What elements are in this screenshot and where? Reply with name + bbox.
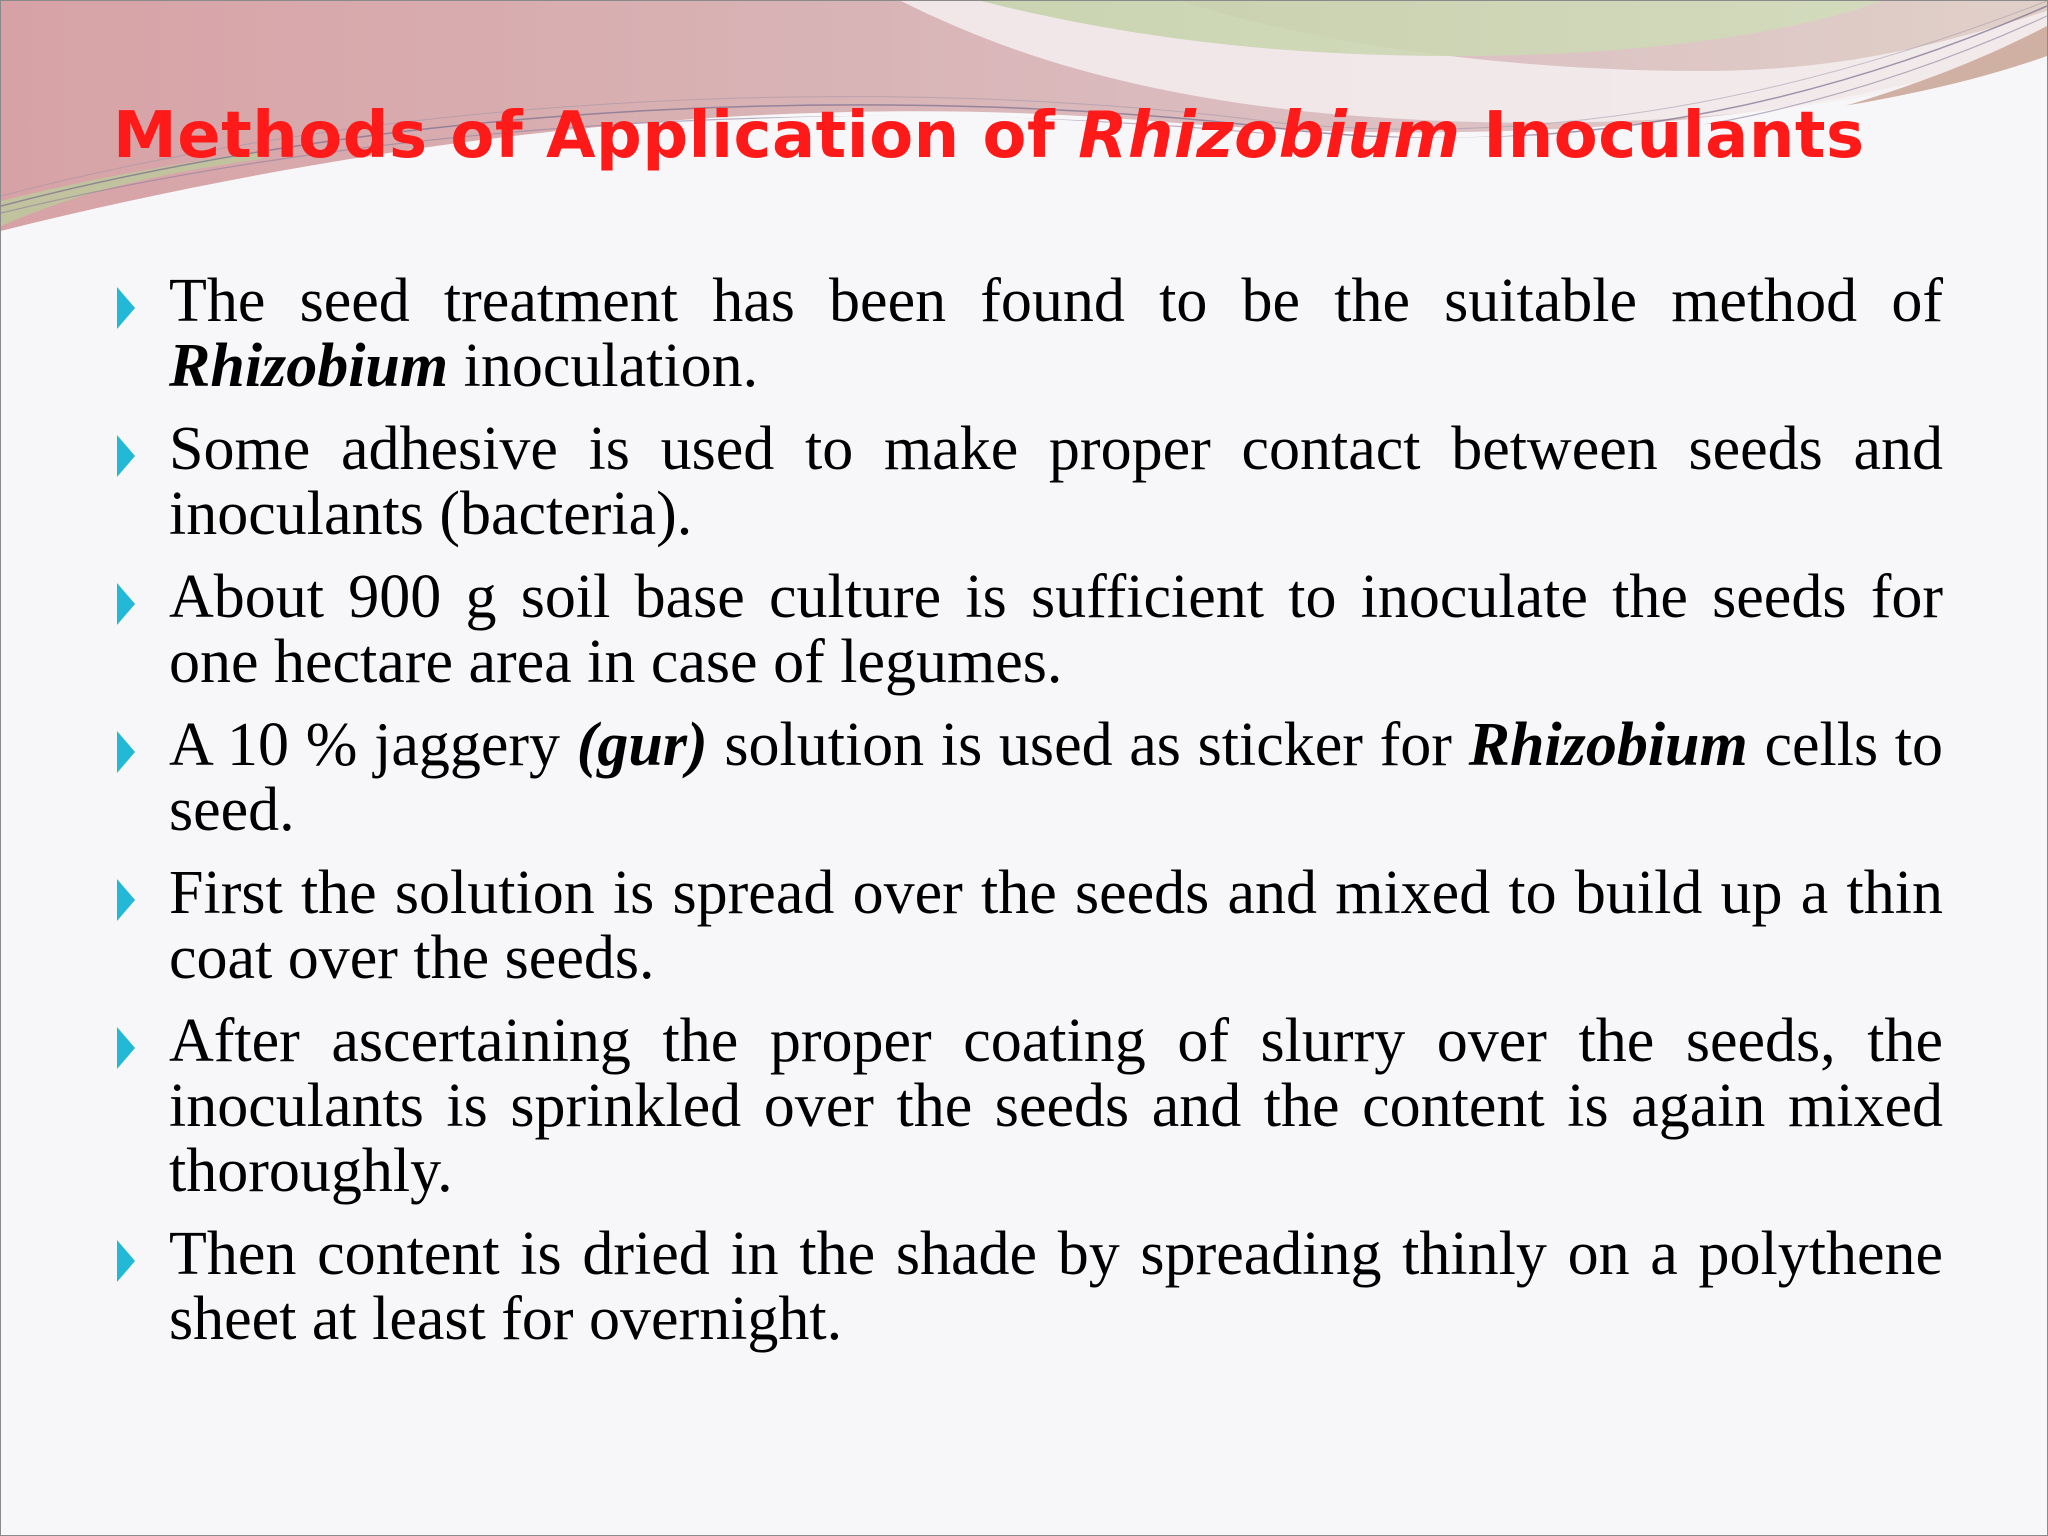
slide-title-emphasis: Rhizobium bbox=[1078, 99, 1461, 173]
bullet-text: inoculation. bbox=[448, 332, 759, 400]
triangle-right-icon bbox=[117, 1027, 135, 1069]
triangle-right-icon bbox=[117, 1240, 135, 1282]
bullet-text: The seed treatment has been found to be the suitable method of bbox=[169, 267, 1943, 335]
bullet-text: Then content is dried in the shade by spreading thinly on a polythene sheet at least for overnight. bbox=[169, 1220, 1943, 1353]
triangle-right-icon bbox=[117, 287, 135, 329]
slide-title-text: Methods of Application of bbox=[113, 99, 1079, 173]
triangle-right-icon bbox=[117, 435, 135, 477]
bullet-item bbox=[113, 861, 1943, 991]
bullet-emphasis: Rhizobium bbox=[1468, 711, 1748, 779]
bullet-emphasis: Rhizobium bbox=[169, 332, 449, 400]
triangle-right-icon bbox=[117, 731, 135, 773]
bullet-item bbox=[113, 269, 1943, 399]
bullet-item bbox=[113, 713, 1943, 843]
bullet-list bbox=[113, 269, 1943, 1370]
slide-title-text-end: Inoculants bbox=[1460, 99, 1865, 173]
bullet-text: solution is used as sticker for bbox=[707, 711, 1469, 779]
triangle-right-icon bbox=[117, 879, 135, 921]
bullet-text: About 900 g soil base culture is sufficient to inoculate the seeds for one hectare area in case of legumes. bbox=[169, 563, 1943, 696]
bullet-item bbox=[113, 1222, 1943, 1352]
bullet-item bbox=[113, 1009, 1943, 1204]
bullet-item bbox=[113, 417, 1943, 547]
bullet-text: Some adhesive is used to make proper contact between seeds and inoculants (bacteria). bbox=[169, 415, 1943, 548]
bullet-text: First the solution is spread over the seeds and mixed to build up a thin coat over the seeds. bbox=[169, 859, 1943, 992]
bullet-emphasis: (gur) bbox=[576, 711, 708, 779]
bullet-text: A 10 % jaggery bbox=[169, 711, 577, 779]
slide-title bbox=[113, 99, 1865, 173]
triangle-right-icon bbox=[117, 583, 135, 625]
bullet-text: After ascertaining the proper coating of slurry over the seeds, the inoculants is sprinkled over the seeds and the content is again mixed thoroughly. bbox=[169, 1007, 1943, 1205]
bullet-text: cells to seed. bbox=[169, 711, 1944, 844]
bullet-item bbox=[113, 565, 1943, 695]
